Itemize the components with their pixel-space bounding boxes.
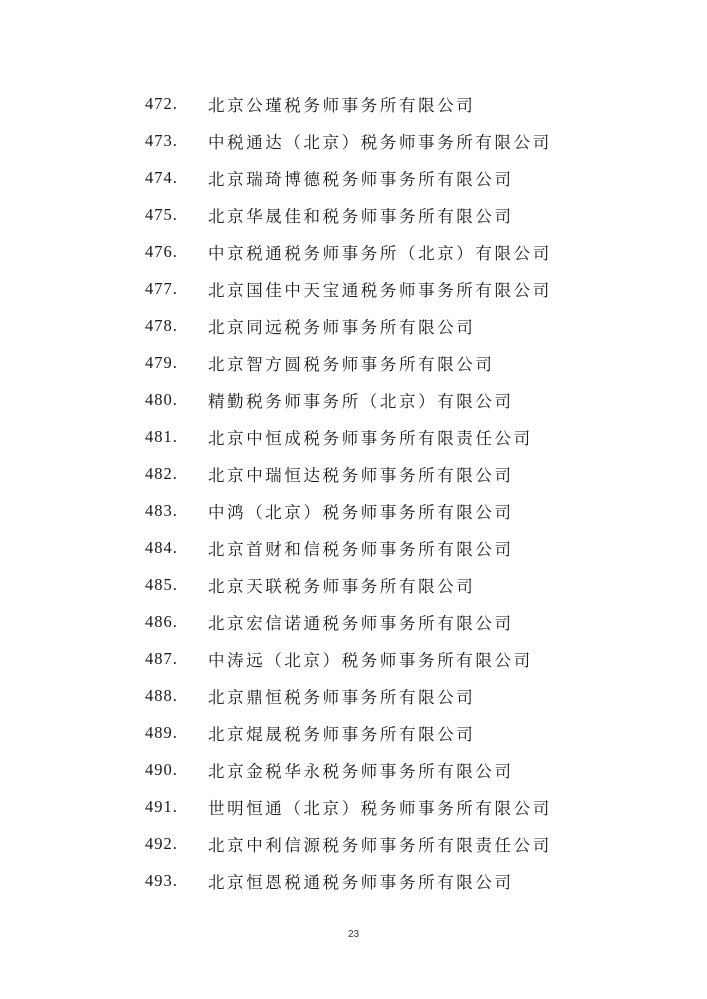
firm-name: 中税通达（北京）税务师事务所有限公司 <box>208 132 552 152</box>
list-item <box>0 233 707 270</box>
list-item <box>0 85 707 122</box>
list-item <box>0 714 707 751</box>
item-number: 481. <box>145 426 178 446</box>
list-item <box>0 529 707 566</box>
item-number: 482. <box>145 463 178 483</box>
firm-name: 北京同远税务师事务所有限公司 <box>208 317 476 337</box>
firm-name: 北京鼎恒税务师事务所有限公司 <box>208 687 476 707</box>
list-item <box>0 566 707 603</box>
firm-name: 北京中恒成税务师事务所有限责任公司 <box>208 428 533 448</box>
item-number: 483. <box>145 500 178 520</box>
firm-name: 精勤税务师事务所（北京）有限公司 <box>208 391 514 411</box>
item-number: 480. <box>145 389 178 409</box>
item-number: 492. <box>145 833 178 853</box>
firm-name: 北京宏信诺通税务师事务所有限公司 <box>208 613 514 633</box>
firm-name: 北京天联税务师事务所有限公司 <box>208 576 476 596</box>
list-item <box>0 788 707 825</box>
firm-name: 北京国佳中天宝通税务师事务所有限公司 <box>208 280 552 300</box>
firm-name: 北京金税华永税务师事务所有限公司 <box>208 761 514 781</box>
firm-list <box>0 85 707 899</box>
firm-name: 中京税通税务师事务所（北京）有限公司 <box>208 243 552 263</box>
item-number: 473. <box>145 130 178 150</box>
item-number: 478. <box>145 315 178 335</box>
page-number: 23 <box>347 929 360 940</box>
item-number: 490. <box>145 759 178 779</box>
list-item <box>0 122 707 159</box>
item-number: 491. <box>145 796 178 816</box>
list-item <box>0 381 707 418</box>
firm-name: 世明恒通（北京）税务师事务所有限公司 <box>208 798 552 818</box>
list-item <box>0 677 707 714</box>
firm-name: 中涛远（北京）税务师事务所有限公司 <box>208 650 533 670</box>
list-item <box>0 603 707 640</box>
list-item <box>0 825 707 862</box>
item-number: 488. <box>145 685 178 705</box>
list-item <box>0 344 707 381</box>
item-number: 476. <box>145 241 178 261</box>
item-number: 484. <box>145 537 178 557</box>
firm-name: 北京瑞琦博德税务师事务所有限公司 <box>208 169 514 189</box>
list-item <box>0 640 707 677</box>
firm-name: 中鸿（北京）税务师事务所有限公司 <box>208 502 514 522</box>
list-item <box>0 196 707 233</box>
list-item <box>0 455 707 492</box>
firm-name: 北京华晟佳和税务师事务所有限公司 <box>208 206 514 226</box>
item-number: 485. <box>145 574 178 594</box>
firm-name: 北京首财和信税务师事务所有限公司 <box>208 539 514 559</box>
item-number: 474. <box>145 167 178 187</box>
item-number: 493. <box>145 870 178 890</box>
item-number: 472. <box>145 93 178 113</box>
firm-name: 北京智方圆税务师事务所有限公司 <box>208 354 495 374</box>
item-number: 486. <box>145 611 178 631</box>
item-number: 475. <box>145 204 178 224</box>
firm-name: 北京中利信源税务师事务所有限责任公司 <box>208 835 552 855</box>
item-number: 487. <box>145 648 178 668</box>
firm-name: 北京焜晟税务师事务所有限公司 <box>208 724 476 744</box>
list-item <box>0 307 707 344</box>
item-number: 479. <box>145 352 178 372</box>
list-item <box>0 159 707 196</box>
firm-name: 北京恒恩税通税务师事务所有限公司 <box>208 872 514 892</box>
item-number: 477. <box>145 278 178 298</box>
item-number: 489. <box>145 722 178 742</box>
list-item <box>0 492 707 529</box>
firm-name: 北京中瑞恒达税务师事务所有限公司 <box>208 465 514 485</box>
list-item <box>0 862 707 899</box>
list-item <box>0 751 707 788</box>
list-item <box>0 270 707 307</box>
list-item <box>0 418 707 455</box>
firm-name: 北京公瑾税务师事务所有限公司 <box>208 95 476 115</box>
